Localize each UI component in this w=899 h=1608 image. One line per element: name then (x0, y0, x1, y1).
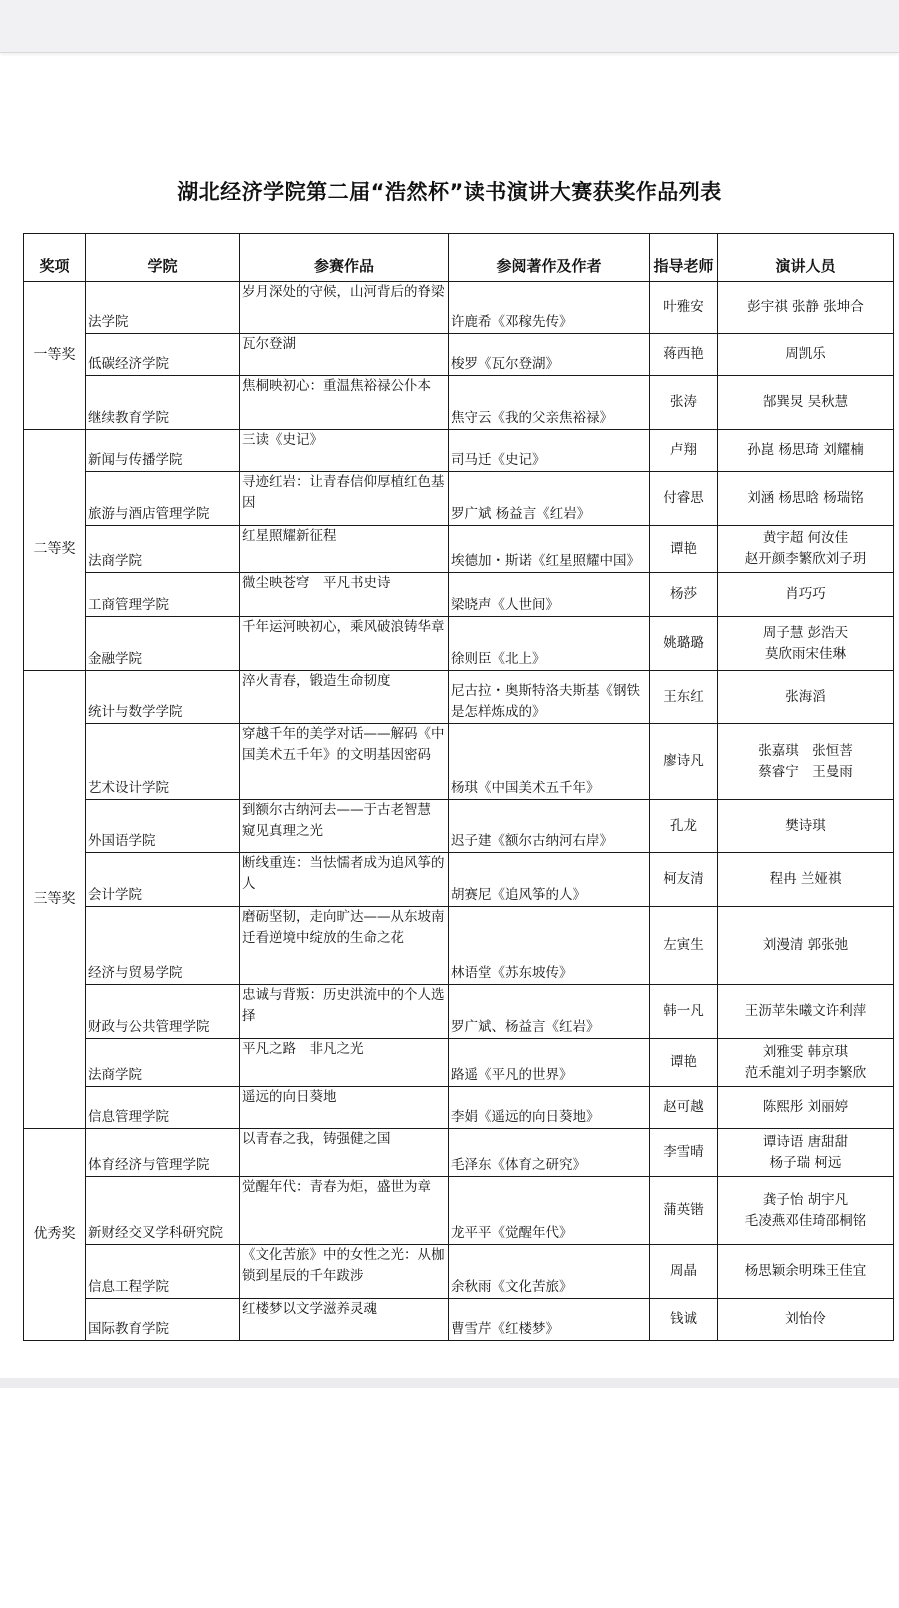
speaker-line: 周凯乐 (785, 346, 826, 363)
table-row (24, 800, 894, 853)
table-row (24, 334, 894, 376)
college-name: 信息工程学院 (86, 1245, 240, 1299)
award-level: 三等奖 (24, 671, 86, 1129)
speaker-line: 刘涵 杨思晗 杨瑞铭 (747, 490, 864, 507)
advisor-name: 左寅生 (650, 907, 718, 985)
table-header-row (24, 234, 894, 282)
college-name: 外国语学院 (86, 800, 240, 853)
speakers-cell (718, 1245, 894, 1299)
table-row (24, 1039, 894, 1087)
speaker-line: 范禾龍刘子玥李繁欣 (744, 1064, 867, 1081)
speaker-line: 刘漫清 郭张弛 (762, 937, 849, 954)
speaker-line: 郜巽炅 吴秋慧 (762, 394, 849, 411)
college-name: 法学院 (86, 282, 240, 334)
table-row (24, 1177, 894, 1245)
speaker-line: 毛凌燕邓佳琦邵桐铭 (744, 1212, 867, 1229)
entry-title: 觉醒年代：青春为炬，盛世为章 (240, 1177, 449, 1245)
speakers-cell (718, 1129, 894, 1177)
entry-title: 淬火青春，锻造生命韧度 (240, 671, 449, 724)
college-name: 艺术设计学院 (86, 724, 240, 800)
speaker-line: 周子慧 彭浩天 (762, 624, 849, 641)
advisor-name: 韩一凡 (650, 985, 718, 1039)
speaker-line: 赵开颜李繁欣刘子玥 (744, 551, 867, 567)
advisor-name: 姚璐璐 (650, 617, 718, 671)
reference-work: 焦守云《我的父亲焦裕禄》 (449, 376, 650, 430)
speaker-line: 杨思颖余明珠王佳宜 (744, 1263, 867, 1280)
advisor-name: 卢翔 (650, 430, 718, 472)
speakers-cell (718, 985, 894, 1039)
college-name: 旅游与酒店管理学院 (86, 472, 240, 526)
table-row (24, 985, 894, 1039)
header-work: 参赛作品 (240, 234, 449, 282)
college-name: 体育经济与管理学院 (86, 1129, 240, 1177)
speakers-cell (718, 907, 894, 985)
entry-title: 忠诚与背叛：历史洪流中的个人选择 (240, 985, 449, 1039)
table-row (24, 526, 894, 573)
entry-title: 《文化苦旅》中的女性之光：从枷锁到星辰的千年跋涉 (240, 1245, 449, 1299)
entry-title: 瓦尔登湖 (240, 334, 449, 376)
college-name: 金融学院 (86, 617, 240, 671)
speaker-line: 陈熙彤 刘丽婷 (762, 1099, 849, 1116)
award-level: 二等奖 (24, 430, 86, 671)
advisor-name: 王东红 (650, 671, 718, 724)
entry-title: 穿越千年的美学对话——解码《中国美术五千年》的文明基因密码 (240, 724, 449, 800)
reference-work: 路遥《平凡的世界》 (449, 1039, 650, 1087)
reference-work: 曹雪芹《红楼梦》 (449, 1299, 650, 1341)
advisor-name: 赵可越 (650, 1087, 718, 1129)
reference-work: 许鹿希《邓稼先传》 (449, 282, 650, 334)
table-row (24, 1245, 894, 1299)
college-name: 经济与贸易学院 (86, 907, 240, 985)
award-level: 一等奖 (24, 282, 86, 430)
table-row (24, 472, 894, 526)
speaker-line: 孙崑 杨思琦 刘耀楠 (747, 442, 864, 459)
college-name: 新闻与传播学院 (86, 430, 240, 472)
header-speakers: 演讲人员 (718, 234, 894, 282)
speaker-line: 程冉 兰娅祺 (769, 871, 842, 888)
speaker-line: 刘怡伶 (785, 1311, 826, 1328)
college-name: 继续教育学院 (86, 376, 240, 430)
speakers-cell (718, 573, 894, 617)
reference-work: 徐则臣《北上》 (449, 617, 650, 671)
reference-work: 毛泽东《体育之研究》 (449, 1129, 650, 1177)
reference-work: 李娟《遥远的向日葵地》 (449, 1087, 650, 1129)
reference-work: 胡赛尼《追风筝的人》 (449, 853, 650, 907)
entry-title: 岁月深处的守候，山河背后的脊梁 (240, 282, 449, 334)
speaker-line: 杨子瑞 柯远 (769, 1154, 842, 1171)
advisor-name: 柯友清 (650, 853, 718, 907)
reference-work: 罗广斌、杨益言《红岩》 (449, 985, 650, 1039)
reference-work: 杨琪《中国美术五千年》 (449, 724, 650, 800)
college-name: 统计与数学学院 (86, 671, 240, 724)
college-name: 会计学院 (86, 853, 240, 907)
entry-title: 红楼梦以文学滋养灵魂 (240, 1299, 449, 1341)
speaker-line: 刘雅雯 韩京琪 (762, 1043, 849, 1060)
speaker-line: 龚子怡 胡宇凡 (762, 1191, 849, 1208)
speakers-cell (718, 1039, 894, 1087)
table-row (24, 671, 894, 724)
speaker-line: 张嘉琪 张恒菩 (758, 742, 853, 759)
table-row (24, 907, 894, 985)
table-row (24, 430, 894, 472)
advisor-name: 叶雅安 (650, 282, 718, 334)
advisor-name: 廖诗凡 (650, 724, 718, 800)
header-teacher: 指导老师 (650, 234, 718, 282)
college-name: 法商学院 (86, 1039, 240, 1087)
speaker-line: 彭宇祺 张静 张坤合 (747, 299, 864, 316)
speaker-line: 蔡睿宁 王曼雨 (758, 763, 853, 780)
speaker-line: 肖巧巧 (785, 586, 826, 603)
advisor-name: 蒋西艳 (650, 334, 718, 376)
award-level: 优秀奖 (24, 1129, 86, 1341)
header-award: 奖项 (24, 234, 86, 282)
reference-work: 司马迁《史记》 (449, 430, 650, 472)
entry-title: 磨砺坚韧，走向旷达——从东坡南迁看逆境中绽放的生命之花 (240, 907, 449, 985)
speakers-cell (718, 800, 894, 853)
reference-work: 梭罗《瓦尔登湖》 (449, 334, 650, 376)
viewer-top-bar (0, 0, 899, 53)
college-name: 工商管理学院 (86, 573, 240, 617)
table-row (24, 1129, 894, 1177)
speakers-cell (718, 1087, 894, 1129)
college-name: 财政与公共管理学院 (86, 985, 240, 1039)
reference-work: 埃德加・斯诺《红星照耀中国》 (449, 526, 650, 573)
advisor-name: 钱诚 (650, 1299, 718, 1341)
reference-work: 尼古拉・奥斯特洛夫斯基《钢铁是怎样炼成的》 (449, 671, 650, 724)
speakers-cell (718, 1177, 894, 1245)
entry-title: 千年运河映初心，乘风破浪铸华章 (240, 617, 449, 671)
advisor-name: 周晶 (650, 1245, 718, 1299)
entry-title: 三读《史记》 (240, 430, 449, 472)
header-reference: 参阅著作及作者 (449, 234, 650, 282)
speakers-cell (718, 724, 894, 800)
speakers-cell (718, 376, 894, 430)
entry-title: 遥远的向日葵地 (240, 1087, 449, 1129)
advisor-name: 谭艳 (650, 526, 718, 573)
advisor-name: 张涛 (650, 376, 718, 430)
speaker-line: 黄宇超 何汝佳 (762, 530, 849, 547)
document-title: 湖北经济学院第二届“浩然杯”读书演讲大赛获奖作品列表 (177, 180, 722, 204)
reference-work: 梁晓声《人世间》 (449, 573, 650, 617)
reference-work: 罗广斌 杨益言《红岩》 (449, 472, 650, 526)
advisor-name: 孔龙 (650, 800, 718, 853)
entry-title: 微尘映苍穹 平凡书史诗 (240, 573, 449, 617)
advisor-name: 杨莎 (650, 573, 718, 617)
speakers-cell (718, 334, 894, 376)
advisor-name: 蒲英锴 (650, 1177, 718, 1245)
table-row (24, 282, 894, 334)
advisor-name: 李雪晴 (650, 1129, 718, 1177)
college-name: 信息管理学院 (86, 1087, 240, 1129)
reference-work: 迟子建《额尔古纳河右岸》 (449, 800, 650, 853)
table-row (24, 376, 894, 430)
college-name: 低碳经济学院 (86, 334, 240, 376)
speakers-cell (718, 282, 894, 334)
speaker-line: 莫欣雨宋佳琳 (765, 645, 846, 662)
speaker-line: 张海滔 (785, 688, 826, 705)
advisor-name: 付睿思 (650, 472, 718, 526)
advisor-name: 谭艳 (650, 1039, 718, 1087)
speakers-cell (718, 617, 894, 671)
table-row (24, 617, 894, 671)
college-name: 国际教育学院 (86, 1299, 240, 1341)
entry-title: 红星照耀新征程 (240, 526, 449, 573)
header-college: 学院 (86, 234, 240, 282)
speakers-cell (718, 671, 894, 724)
college-name: 法商学院 (86, 526, 240, 573)
college-name: 新财经交叉学科研究院 (86, 1177, 240, 1245)
speakers-cell (718, 430, 894, 472)
table-row (24, 853, 894, 907)
table-row (24, 1299, 894, 1341)
entry-title: 到额尔古纳河去——于古老智慧 窥见真理之光 (240, 800, 449, 853)
speaker-line: 谭诗语 唐甜甜 (762, 1133, 849, 1150)
awards-table (23, 233, 894, 1341)
speaker-line: 王沥苹朱曦文许利萍 (744, 1003, 867, 1020)
entry-title: 寻迹红岩：让青春信仰厚植红色基因 (240, 472, 449, 526)
reference-work: 林语堂《苏东坡传》 (449, 907, 650, 985)
speaker-line: 樊诗琪 (785, 817, 826, 834)
speakers-cell (718, 526, 894, 573)
table-row (24, 573, 894, 617)
entry-title: 焦桐映初心：重温焦裕禄公仆本 (240, 376, 449, 430)
table-row (24, 1087, 894, 1129)
entry-title: 断线重连：当怯懦者成为追风筝的人 (240, 853, 449, 907)
entry-title: 平凡之路 非凡之光 (240, 1039, 449, 1087)
speakers-cell (718, 1299, 894, 1341)
reference-work: 龙平平《觉醒年代》 (449, 1177, 650, 1245)
speakers-cell (718, 853, 894, 907)
page-gap (0, 1378, 899, 1388)
table-row (24, 724, 894, 800)
entry-title: 以青春之我，铸强健之国 (240, 1129, 449, 1177)
reference-work: 余秋雨《文化苦旅》 (449, 1245, 650, 1299)
speakers-cell (718, 472, 894, 526)
